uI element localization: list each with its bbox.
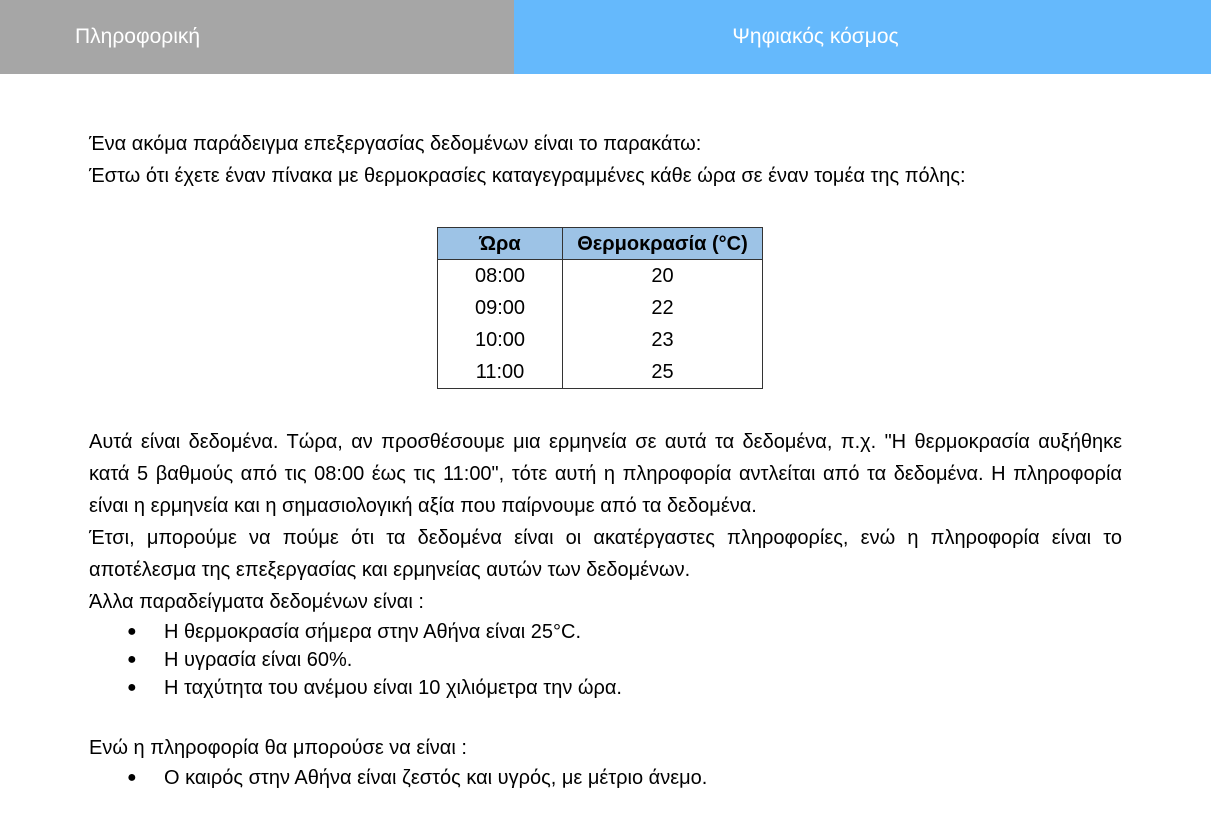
list-item [89, 674, 1122, 702]
bullet-icon: ● [127, 623, 137, 640]
page-header [0, 0, 1211, 74]
table-cell-time: 08:00 [438, 260, 563, 293]
conclusion-paragraph: Έτσι, μπορούμε να πούμε ότι τα δεδομένα είναι οι ακατέργαστες πληροφορίες, ενώ η πληροφορία είναι το αποτέλεσμα της επεξεργασίας και ερμηνείας αυτών των δεδομένων. [89, 527, 1122, 581]
intro-line-1: Ένα ακόμα παράδειγμα επεξεργασίας δεδομένων είναι το παρακάτω: [89, 133, 702, 155]
table-row [438, 292, 763, 324]
table-cell-time: 10:00 [438, 324, 563, 356]
temperature-table [437, 227, 763, 389]
table-row [438, 324, 763, 356]
bullet-icon: ● [127, 651, 137, 668]
list-item-text: Ο καιρός στην Αθήνα είναι ζεστός και υγρός, με μέτριο άνεμο. [164, 767, 708, 789]
table-cell-time: 09:00 [438, 292, 563, 324]
list-item [89, 646, 1122, 674]
bullet-icon: ● [127, 679, 137, 696]
info-examples-list [89, 764, 1122, 792]
chapter-title: Ψηφιακός κόσμος [514, 0, 1211, 74]
subject-title: Πληροφορική [0, 0, 514, 74]
spacer [89, 702, 1122, 732]
table-cell-temperature: 23 [563, 324, 763, 356]
data-examples-list [89, 618, 1122, 702]
table-row [438, 356, 763, 389]
table-cell-temperature: 22 [563, 292, 763, 324]
table-cell-time: 11:00 [438, 356, 563, 389]
table-header-row [438, 228, 763, 260]
intro-line-2: Έστω ότι έχετε έναν πίνακα με θερμοκρασίες καταγεγραμμένες κάθε ώρα σε έναν τομέα της πόλης: [89, 165, 966, 187]
list-item [89, 618, 1122, 646]
temperature-table-wrapper [89, 227, 1122, 389]
list-item-text: Η υγρασία είναι 60%. [164, 649, 353, 671]
bullet-icon: ● [127, 769, 137, 786]
table-cell-temperature: 20 [563, 260, 763, 293]
data-examples-intro: Άλλα παραδείγματα δεδομένων είναι : [89, 591, 424, 613]
info-examples-intro: Ενώ η πληροφορία θα μπορούσε να είναι : [89, 737, 467, 759]
interpretation-paragraph: Αυτά είναι δεδομένα. Τώρα, αν προσθέσουμε μια ερμηνεία σε αυτά τα δεδομένα, π.χ. "Η θερμοκρασία αυξήθηκε κατά 5 βαθμούς από τις 08:00 έως τις 11:00", τότε αυτή η πληροφορία αντλείται από τα δεδομένα. Η πληροφορία είναι η ερμηνεία και η σημασιολογική αξία που παίρνουμε από τα δεδομένα. [89, 431, 1122, 517]
table-row [438, 260, 763, 293]
list-item-text: Η ταχύτητα του ανέμου είναι 10 χιλιόμετρα την ώρα. [164, 677, 622, 699]
document-content [89, 128, 1122, 792]
table-cell-temperature: 25 [563, 356, 763, 389]
list-item [89, 764, 1122, 792]
table-header-time: Ώρα [438, 228, 563, 260]
table-header-temperature: Θερμοκρασία (°C) [563, 228, 763, 260]
list-item-text: Η θερμοκρασία σήμερα στην Αθήνα είναι 25°C. [164, 621, 582, 643]
